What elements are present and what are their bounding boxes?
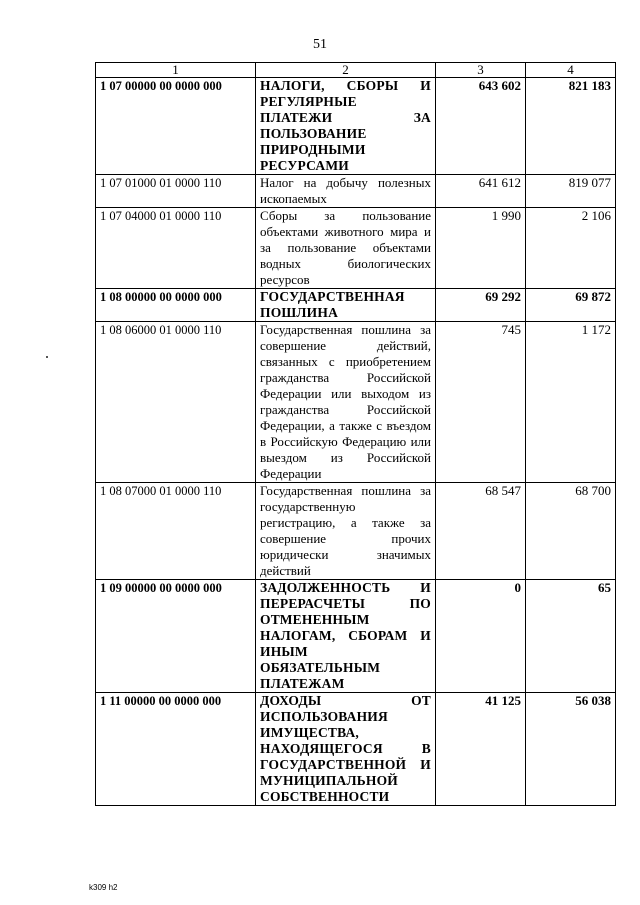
row-code: 1 07 04000 01 0000 110 xyxy=(96,208,256,289)
row-code: 1 08 07000 01 0000 110 xyxy=(96,483,256,580)
table-row xyxy=(96,208,616,289)
table-row xyxy=(96,693,616,806)
row-value-col3: 745 xyxy=(436,322,526,483)
page-number: 51 xyxy=(313,37,327,52)
row-value-col4: 819 077 xyxy=(526,175,616,208)
footer-code: k309 h2 xyxy=(89,883,118,892)
row-value-col3: 41 125 xyxy=(436,693,526,806)
row-value-col4: 68 700 xyxy=(526,483,616,580)
row-value-col4: 821 183 xyxy=(526,78,616,175)
row-code: 1 08 06000 01 0000 110 xyxy=(96,322,256,483)
row-value-col3: 0 xyxy=(436,580,526,693)
column-header-2: 2 xyxy=(256,63,436,78)
row-name: ГОСУДАРСТВЕННАЯ ПОШЛИНА xyxy=(256,289,436,322)
row-name: ДОХОДЫ ОТ ИСПОЛЬЗОВАНИЯ ИМУЩЕСТВА, НАХОДЯЩЕГОСЯ В ГОСУДАРСТВЕННОЙ И МУНИЦИПАЛЬНОЙ СОБСТВЕННОСТИ xyxy=(256,693,436,806)
row-name: НАЛОГИ, СБОРЫ И РЕГУЛЯРНЫЕ ПЛАТЕЖИ ЗА ПОЛЬЗОВАНИЕ ПРИРОДНЫМИ РЕСУРСАМИ xyxy=(256,78,436,175)
row-code: 1 11 00000 00 0000 000 xyxy=(96,693,256,806)
table-row xyxy=(96,322,616,483)
column-header-3: 3 xyxy=(436,63,526,78)
row-value-col4: 69 872 xyxy=(526,289,616,322)
column-header-4: 4 xyxy=(526,63,616,78)
row-value-col3: 643 602 xyxy=(436,78,526,175)
row-name: Сборы за пользование объектами животного мира и за пользование объектами водных биологических ресурсов xyxy=(256,208,436,289)
table-row xyxy=(96,289,616,322)
row-name: Налог на добычу полезных ископаемых xyxy=(256,175,436,208)
row-value-col4: 1 172 xyxy=(526,322,616,483)
row-name: ЗАДОЛЖЕННОСТЬ И ПЕРЕРАСЧЕТЫ ПО ОТМЕНЕННЫМ НАЛОГАМ, СБОРАМ И ИНЫМ ОБЯЗАТЕЛЬНЫМ ПЛАТЕЖАМ xyxy=(256,580,436,693)
row-value-col4: 2 106 xyxy=(526,208,616,289)
table-row xyxy=(96,78,616,175)
column-header-1: 1 xyxy=(96,63,256,78)
row-name: Государственная пошлина за совершение действий, связанных с приобретением гражданства Российской Федерации или выходом из гражданства Российской Федерации, а также с въездом в Российскую Федерацию или выездом из Российской Федерации xyxy=(256,322,436,483)
table-header-row xyxy=(96,63,616,78)
row-name: Государственная пошлина за государственную регистрацию, а также за совершение прочих юридически значимых действий xyxy=(256,483,436,580)
row-value-col3: 68 547 xyxy=(436,483,526,580)
row-value-col4: 56 038 xyxy=(526,693,616,806)
table-row xyxy=(96,175,616,208)
row-value-col3: 69 292 xyxy=(436,289,526,322)
scan-speck xyxy=(46,356,48,358)
table-row xyxy=(96,483,616,580)
budget-table xyxy=(95,62,616,806)
row-value-col3: 641 612 xyxy=(436,175,526,208)
table-row xyxy=(96,580,616,693)
row-value-col3: 1 990 xyxy=(436,208,526,289)
row-code: 1 07 00000 00 0000 000 xyxy=(96,78,256,175)
row-code: 1 07 01000 01 0000 110 xyxy=(96,175,256,208)
row-code: 1 09 00000 00 0000 000 xyxy=(96,580,256,693)
row-value-col4: 65 xyxy=(526,580,616,693)
row-code: 1 08 00000 00 0000 000 xyxy=(96,289,256,322)
